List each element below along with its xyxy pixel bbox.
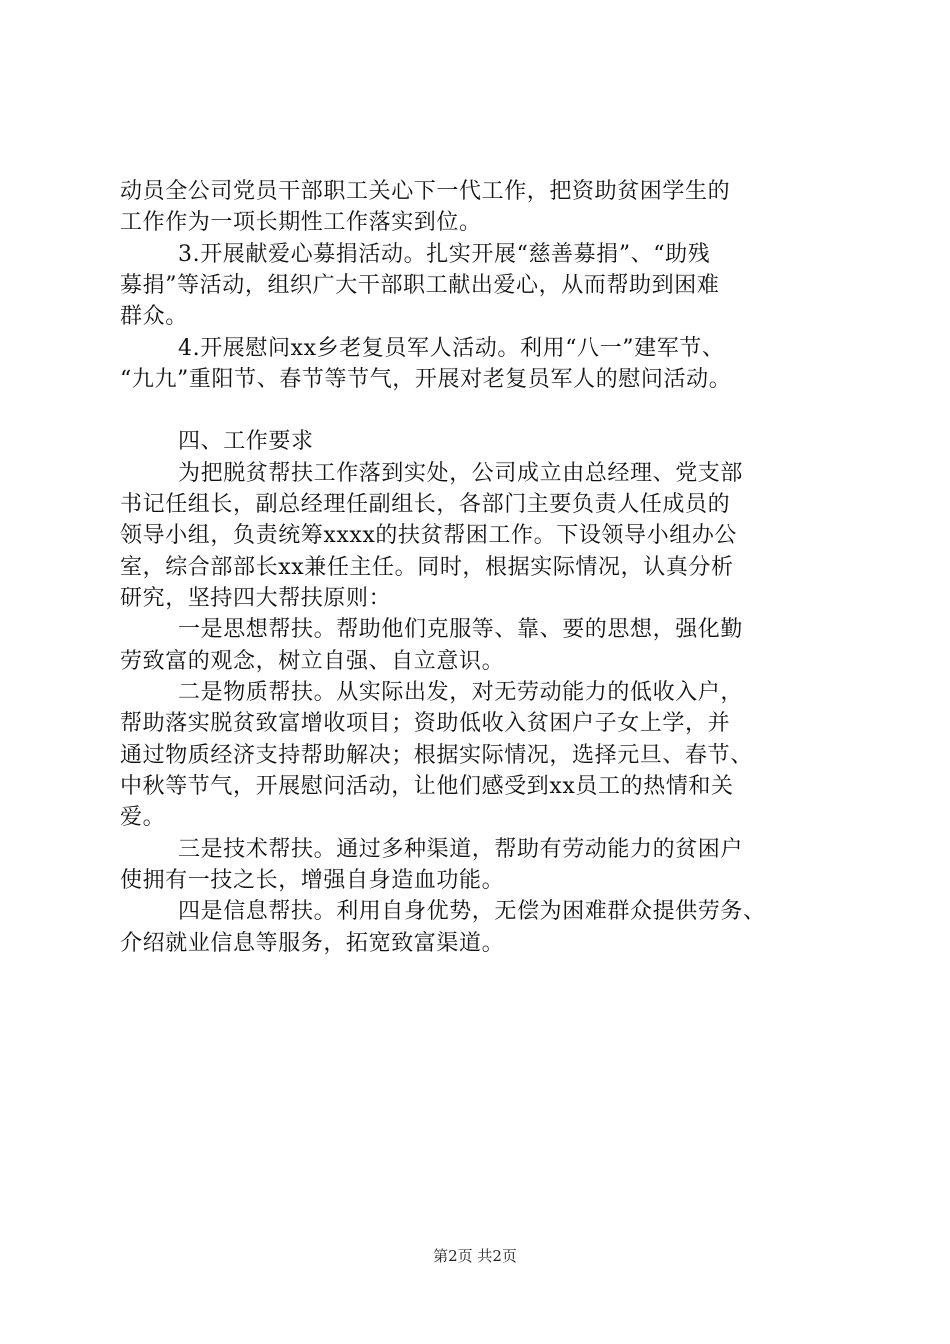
paragraph-line: 工作作为一项长期性工作落实到位。 [120, 210, 482, 235]
paragraph-line: 书记任组长，副总经理任副组长，各部门主要负责人任成员的 [120, 492, 731, 517]
paragraph-line: 室，综合部部长xx兼任主任。同时，根据实际情况，认真分析 [120, 555, 734, 580]
paragraph-line: 募捐”等活动，组织广大干部职工献出爱心，从而帮助到困难 [120, 273, 720, 298]
paragraph-line: 四是信息帮扶。利用自身优势，无偿为困难群众提供劳务、 [178, 899, 766, 924]
paragraph-line: 领导小组，负责统筹xxxx的扶贫帮困工作。下设领导小组办公 [120, 523, 738, 548]
paragraph-line: 爱。 [120, 805, 166, 830]
paragraph-line: 介绍就业信息等服务，拓宽致富渠道。 [120, 931, 505, 956]
paragraph-line: “九九”重阳节、春节等节气，开展对老复员军人的慰问活动。 [120, 367, 732, 392]
paragraph-line: 为把脱贫帮扶工作落到实处，公司成立由总经理、党支部 [178, 461, 744, 486]
page-number-footer: 第2页 共2页 [433, 1247, 517, 1265]
paragraph-line: 帮助落实脱贫致富增收项目；资助低收入贫困户子女上学，并 [120, 711, 731, 736]
paragraph-line: 动员全公司党员干部职工关心下一代工作，把资助贫困学生的 [120, 179, 731, 204]
paragraph-line: 4.开展慰问xx乡老复员军人活动。利用“八一”建军节、 [178, 336, 725, 361]
paragraph-line: 一是思想帮扶。帮助他们克服等、靠、要的思想，强化勤 [178, 617, 744, 642]
section-heading: 四、工作要求 [178, 429, 314, 454]
paragraph-line: 三是技术帮扶。通过多种渠道，帮助有劳动能力的贫困户 [178, 837, 744, 862]
paragraph-line: 3.开展献爱心募捐活动。扎实开展“慈善募捐”、“助残 [178, 242, 711, 267]
paragraph-line: 通过物质经济支持帮助解决；根据实际情况，选择元旦、春节、 [120, 743, 753, 768]
paragraph-line: 劳致富的观念，树立自强、自立意识。 [120, 649, 505, 674]
paragraph-line: 二是物质帮扶。从实际出发，对无劳动能力的低收入户， [178, 680, 744, 705]
paragraph-line: 研究，坚持四大帮扶原则： [120, 586, 392, 611]
paragraph-line: 使拥有一技之长，增强自身造血功能。 [120, 868, 505, 893]
paragraph-line: 群众。 [120, 304, 188, 329]
paragraph-line: 中秋等节气，开展慰问活动，让他们感受到xx员工的热情和关 [120, 774, 734, 799]
